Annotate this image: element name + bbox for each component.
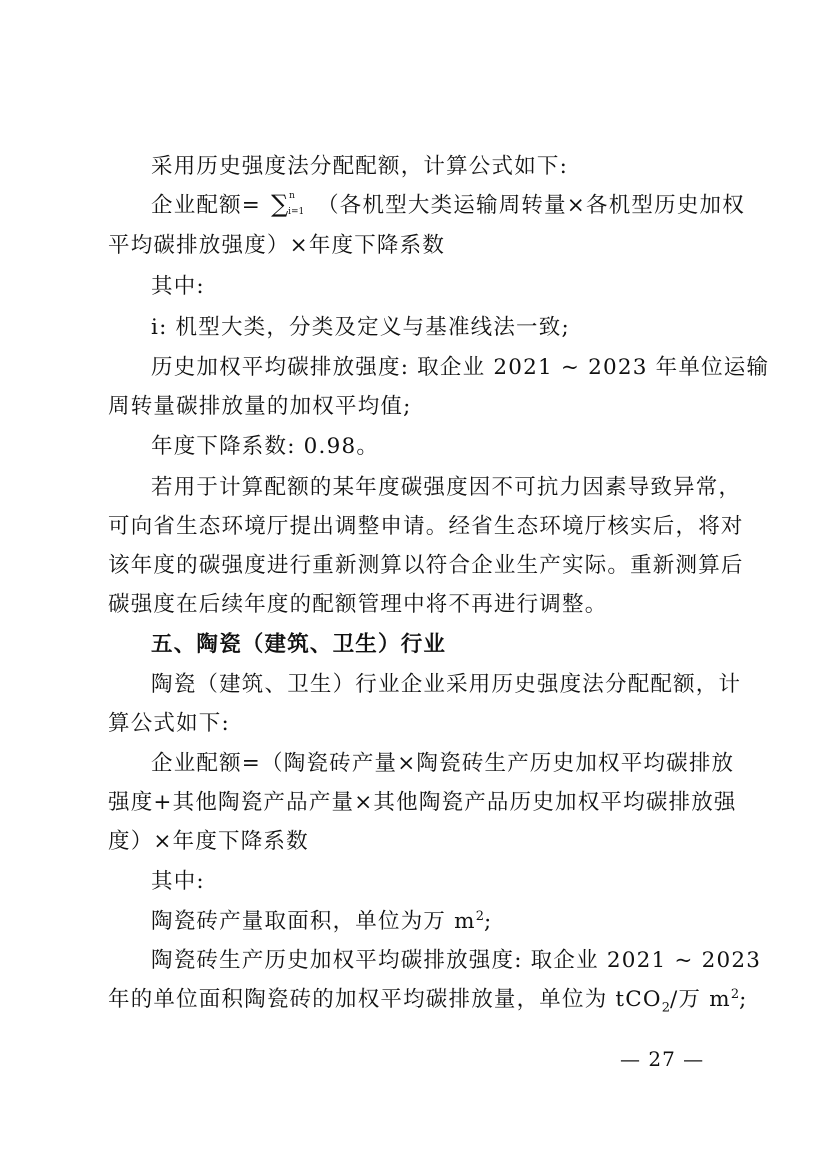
summation-symbol bbox=[269, 191, 309, 221]
formula-line bbox=[151, 190, 745, 221]
subscript: 2 bbox=[661, 1000, 671, 1016]
paragraph-line: 采用历史强度法分配配额，计算公式如下: bbox=[151, 154, 569, 179]
paragraph-line: 周转量碳排放量的加权平均值; bbox=[108, 394, 412, 419]
paragraph-line bbox=[108, 985, 748, 1016]
paragraph-line: 历史加权平均碳排放强度: 取企业 2021 ~ 2023 年单位运输 bbox=[151, 355, 770, 380]
text-run: /万 m bbox=[670, 987, 731, 1012]
paragraph-line: 陶瓷（建筑、卫生）行业企业采用历史强度法分配配额，计 bbox=[151, 672, 742, 697]
paragraph-line: 平均碳排放强度）×年度下降系数 bbox=[108, 233, 446, 258]
page-number: — 27 — bbox=[620, 1047, 705, 1071]
paragraph-line: 强度+其他陶瓷产品产量×其他陶瓷产品历史加权平均碳排放强 bbox=[108, 790, 737, 815]
text-run: ; bbox=[484, 909, 493, 934]
text-run: 年的单位面积陶瓷砖的加权平均碳排放量，单位为 tCO bbox=[108, 987, 662, 1012]
summation-lower-limit: i=1 bbox=[288, 207, 305, 217]
paragraph-line: 度）×年度下降系数 bbox=[108, 829, 309, 854]
summation-upper-limit: n bbox=[289, 191, 295, 201]
paragraph-line: 若用于计算配额的某年度碳强度因不可抗力因素导致异常， bbox=[151, 475, 742, 500]
paragraph-line: 该年度的碳强度进行重新测算以符合企业生产实际。重新测算后 bbox=[108, 553, 744, 578]
paragraph-line: 其中: bbox=[151, 274, 205, 299]
paragraph-line: i: 机型大类，分类及定义与基准线法一致; bbox=[151, 315, 570, 340]
paragraph-line: 企业配额=（陶瓷砖产量×陶瓷砖生产历史加权平均碳排放 bbox=[151, 751, 735, 776]
paragraph-line: 可向省生态环境厅提出调整申请。经省生态环境厅核实后，将对 bbox=[108, 514, 744, 539]
section-heading: 五、陶瓷（建筑、卫生）行业 bbox=[151, 632, 447, 657]
paragraph-line: 其中: bbox=[151, 869, 205, 894]
formula-lhs: 企业配额= bbox=[151, 193, 262, 218]
paragraph-line: 碳强度在后续年度的配额管理中将不再进行调整。 bbox=[108, 592, 608, 617]
formula-rhs: （各机型大类运输周转量×各机型历史加权 bbox=[317, 193, 745, 218]
paragraph-line: 陶瓷砖生产历史加权平均碳排放强度: 取企业 2021 ~ 2023 bbox=[151, 948, 762, 973]
paragraph-line: 算公式如下: bbox=[108, 711, 230, 736]
text-run: ; bbox=[739, 987, 748, 1012]
paragraph-line: 年度下降系数: 0.98。 bbox=[151, 434, 380, 459]
paragraph-line bbox=[151, 907, 723, 937]
sigma-glyph: ∑ bbox=[271, 190, 290, 218]
superscript: 2 bbox=[730, 986, 740, 1002]
superscript: 2 bbox=[475, 908, 485, 924]
text-run: 陶瓷砖产量取面积，单位为万 m bbox=[151, 909, 476, 934]
